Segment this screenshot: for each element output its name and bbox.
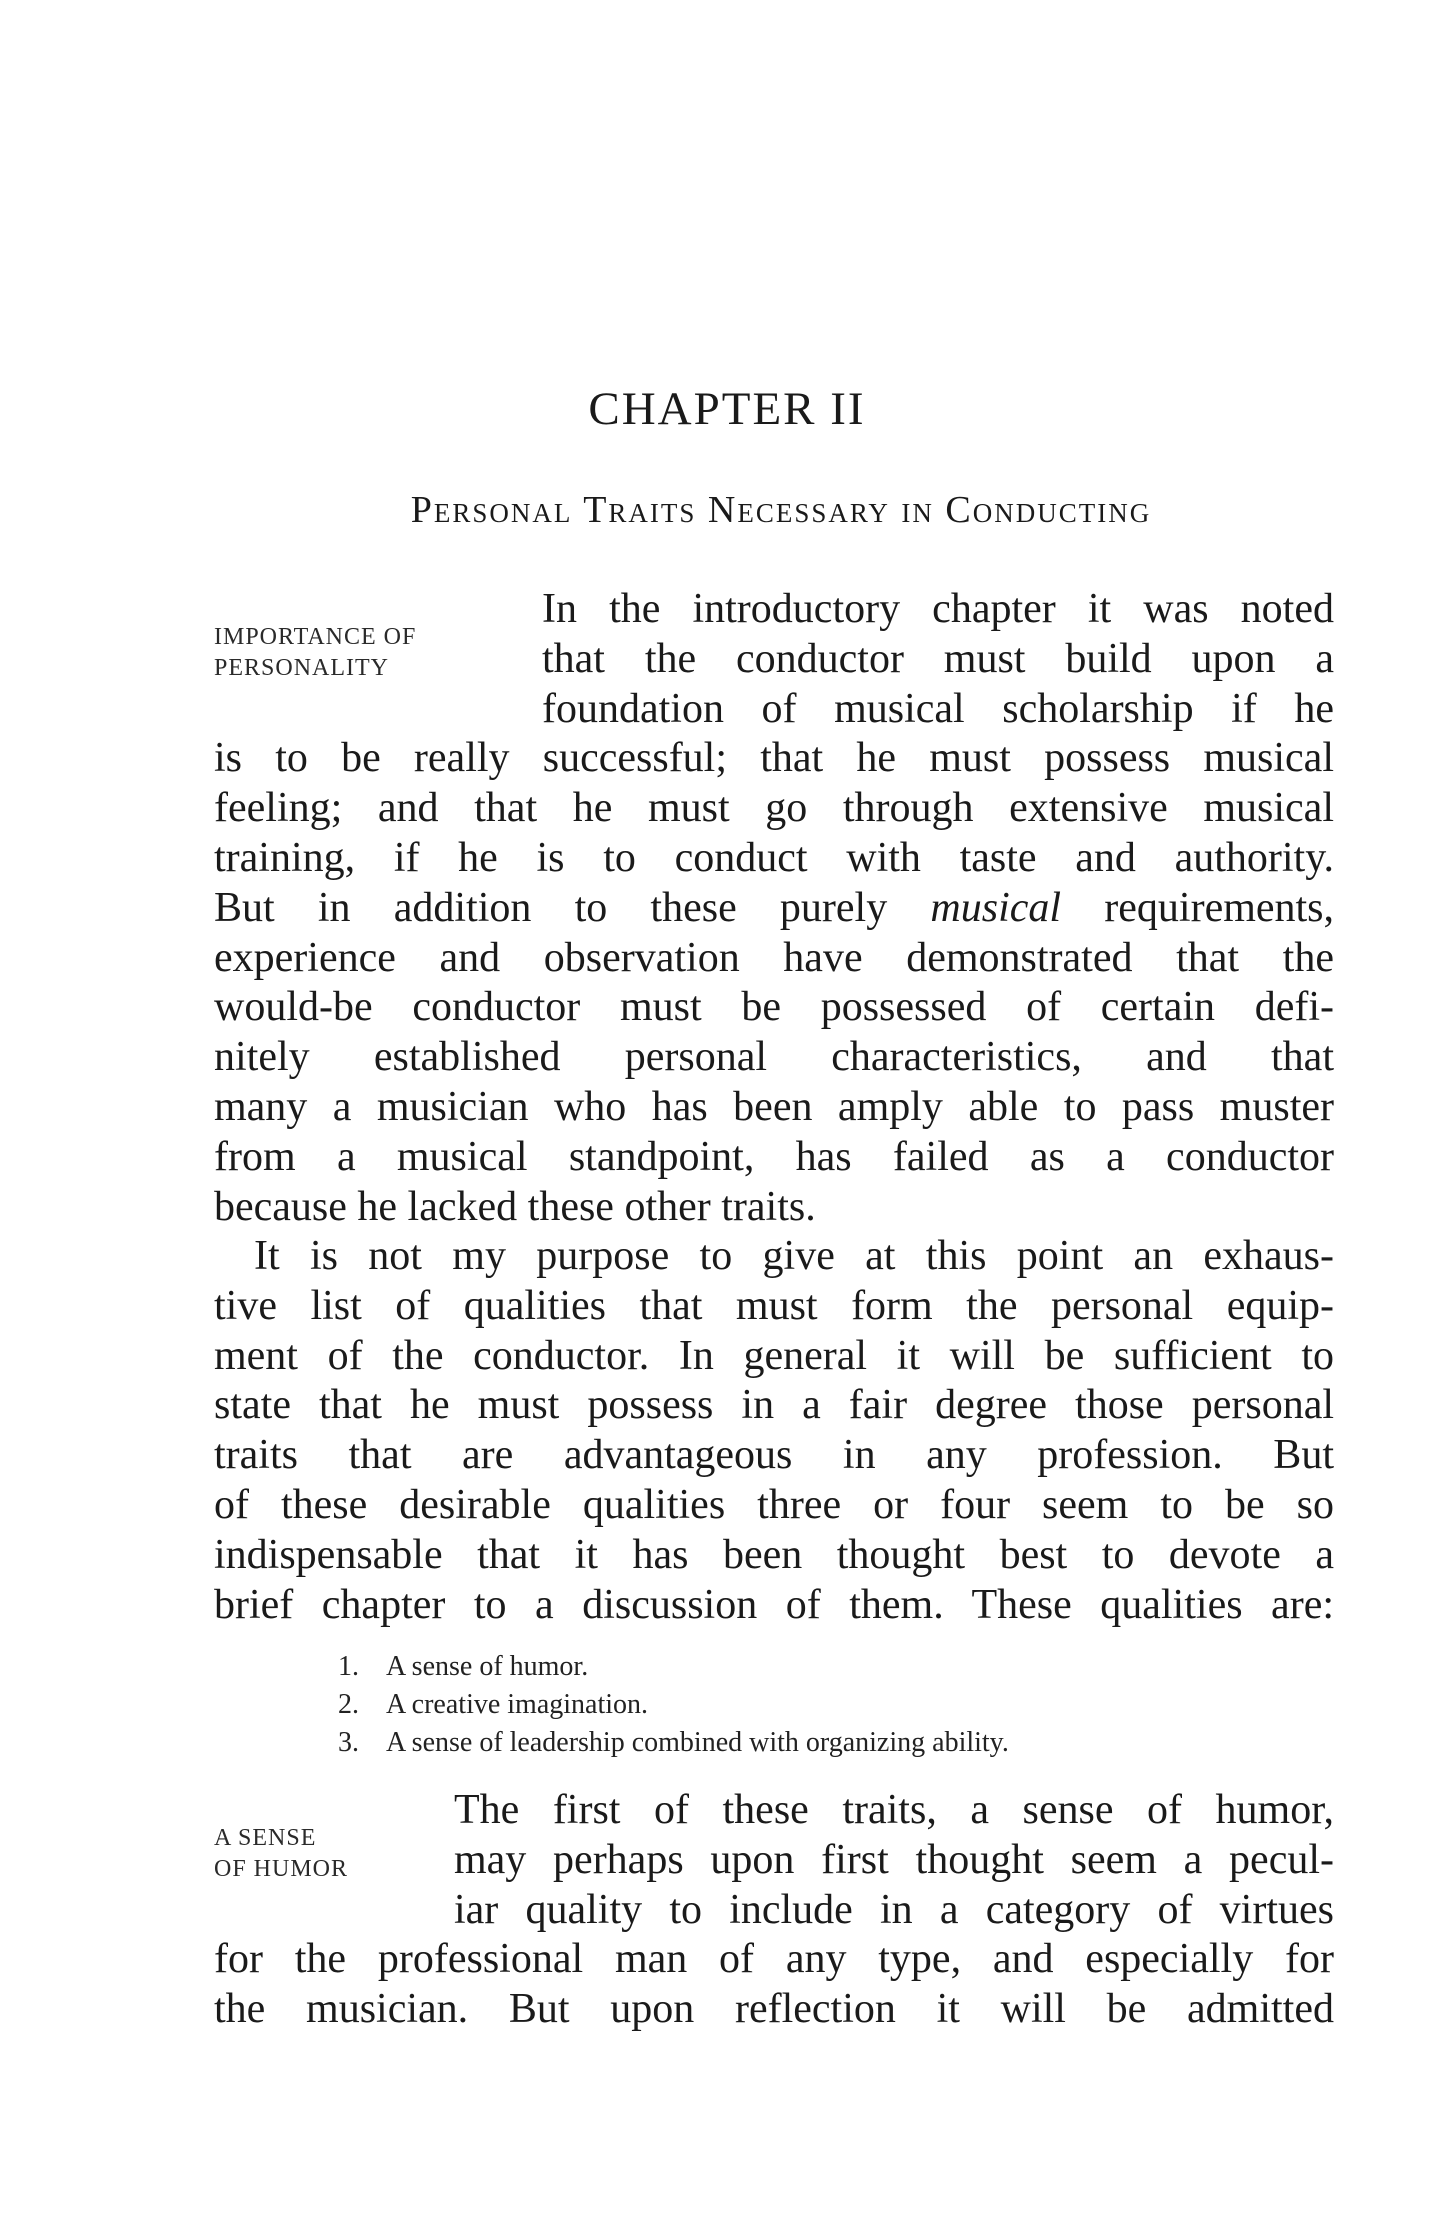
text-line: The first of these traits, a sense of humor, (454, 1787, 1334, 1833)
text-line: for the professional man of any type, and especially for (214, 1936, 1334, 1983)
text-line: of these desirable qualities three or four seem to be so (214, 1481, 1334, 1528)
list-item-text: A sense of humor. (386, 1651, 589, 1682)
text-line-with-italic (214, 884, 1334, 934)
list-item (338, 1648, 1009, 1686)
text-line: may perhaps upon first thought seem a pecul- (454, 1836, 1334, 1883)
text-line: It is not my purpose to give at this point an exhaus- (254, 1233, 1334, 1279)
text-line: traits that are advantageous in any profession. But (214, 1432, 1334, 1479)
paragraph-qualities (214, 1232, 1334, 1630)
text-run: But in addition to these purely (214, 884, 888, 931)
list-item (338, 1686, 1009, 1724)
text-line: from a musical standpoint, has failed as a conductor (214, 1133, 1334, 1180)
text-line: is to be really successful; that he must possess musical (214, 735, 1334, 782)
text-line: brief chapter to a discussion of them. These qualities are: (214, 1581, 1334, 1628)
text-line: experience and observation have demonstrated that the (214, 934, 1334, 981)
italic-word: musical (930, 884, 1062, 931)
list-item-number: 2. (338, 1689, 359, 1720)
qualities-list (338, 1648, 1009, 1762)
section-importance-of-personality (214, 585, 1334, 1232)
text-line: would-be conductor must be possessed of certain defi- (214, 984, 1334, 1031)
text-line: many a musician who has been amply able to pass muster (214, 1083, 1334, 1130)
list-item-number: 3. (338, 1727, 359, 1758)
list-item (338, 1724, 1009, 1762)
list-item-text: A sense of leadership combined with organizing ability. (386, 1727, 1009, 1758)
side-heading-line: PERSONALITY (214, 655, 390, 681)
chapter-title: CHAPTER II (588, 383, 866, 435)
section-a-sense-of-humor (214, 1786, 1334, 2035)
side-heading-line: A SENSE (214, 1825, 317, 1851)
text-line: foundation of musical scholarship if he (542, 685, 1334, 732)
side-heading-line: IMPORTANCE OF (214, 624, 417, 650)
text-line: state that he must possess in a fair degree those personal (214, 1382, 1334, 1429)
text-line: the musician. But upon reflection it will be admitted (214, 1986, 1334, 2033)
text-line: tive list of qualities that must form the personal equip- (214, 1282, 1334, 1329)
text-line: because he lacked these other traits. (214, 1183, 816, 1230)
text-line: feeling; and that he must go through extensive musical (214, 785, 1334, 832)
text-line: ment of the conductor. In general it will be sufficient to (214, 1332, 1334, 1379)
text-line: nitely established personal characteristics, and that (214, 1034, 1334, 1081)
side-heading-line: OF HUMOR (214, 1856, 349, 1882)
text-line: iar quality to include in a category of virtues (454, 1886, 1334, 1933)
list-item-number: 1. (338, 1651, 359, 1682)
text-line: training, if he is to conduct with taste and authority. (214, 834, 1334, 881)
text-line: that the conductor must build upon a (542, 635, 1334, 682)
list-item-text: A creative imagination. (386, 1689, 649, 1720)
chapter-subtitle: Personal Traits Necessary in Conducting (410, 489, 1152, 531)
text-line: In the introductory chapter it was noted (542, 586, 1334, 632)
text-line: indispensable that it has been thought best to devote a (214, 1531, 1334, 1578)
text-run: requirements, (1104, 884, 1334, 931)
